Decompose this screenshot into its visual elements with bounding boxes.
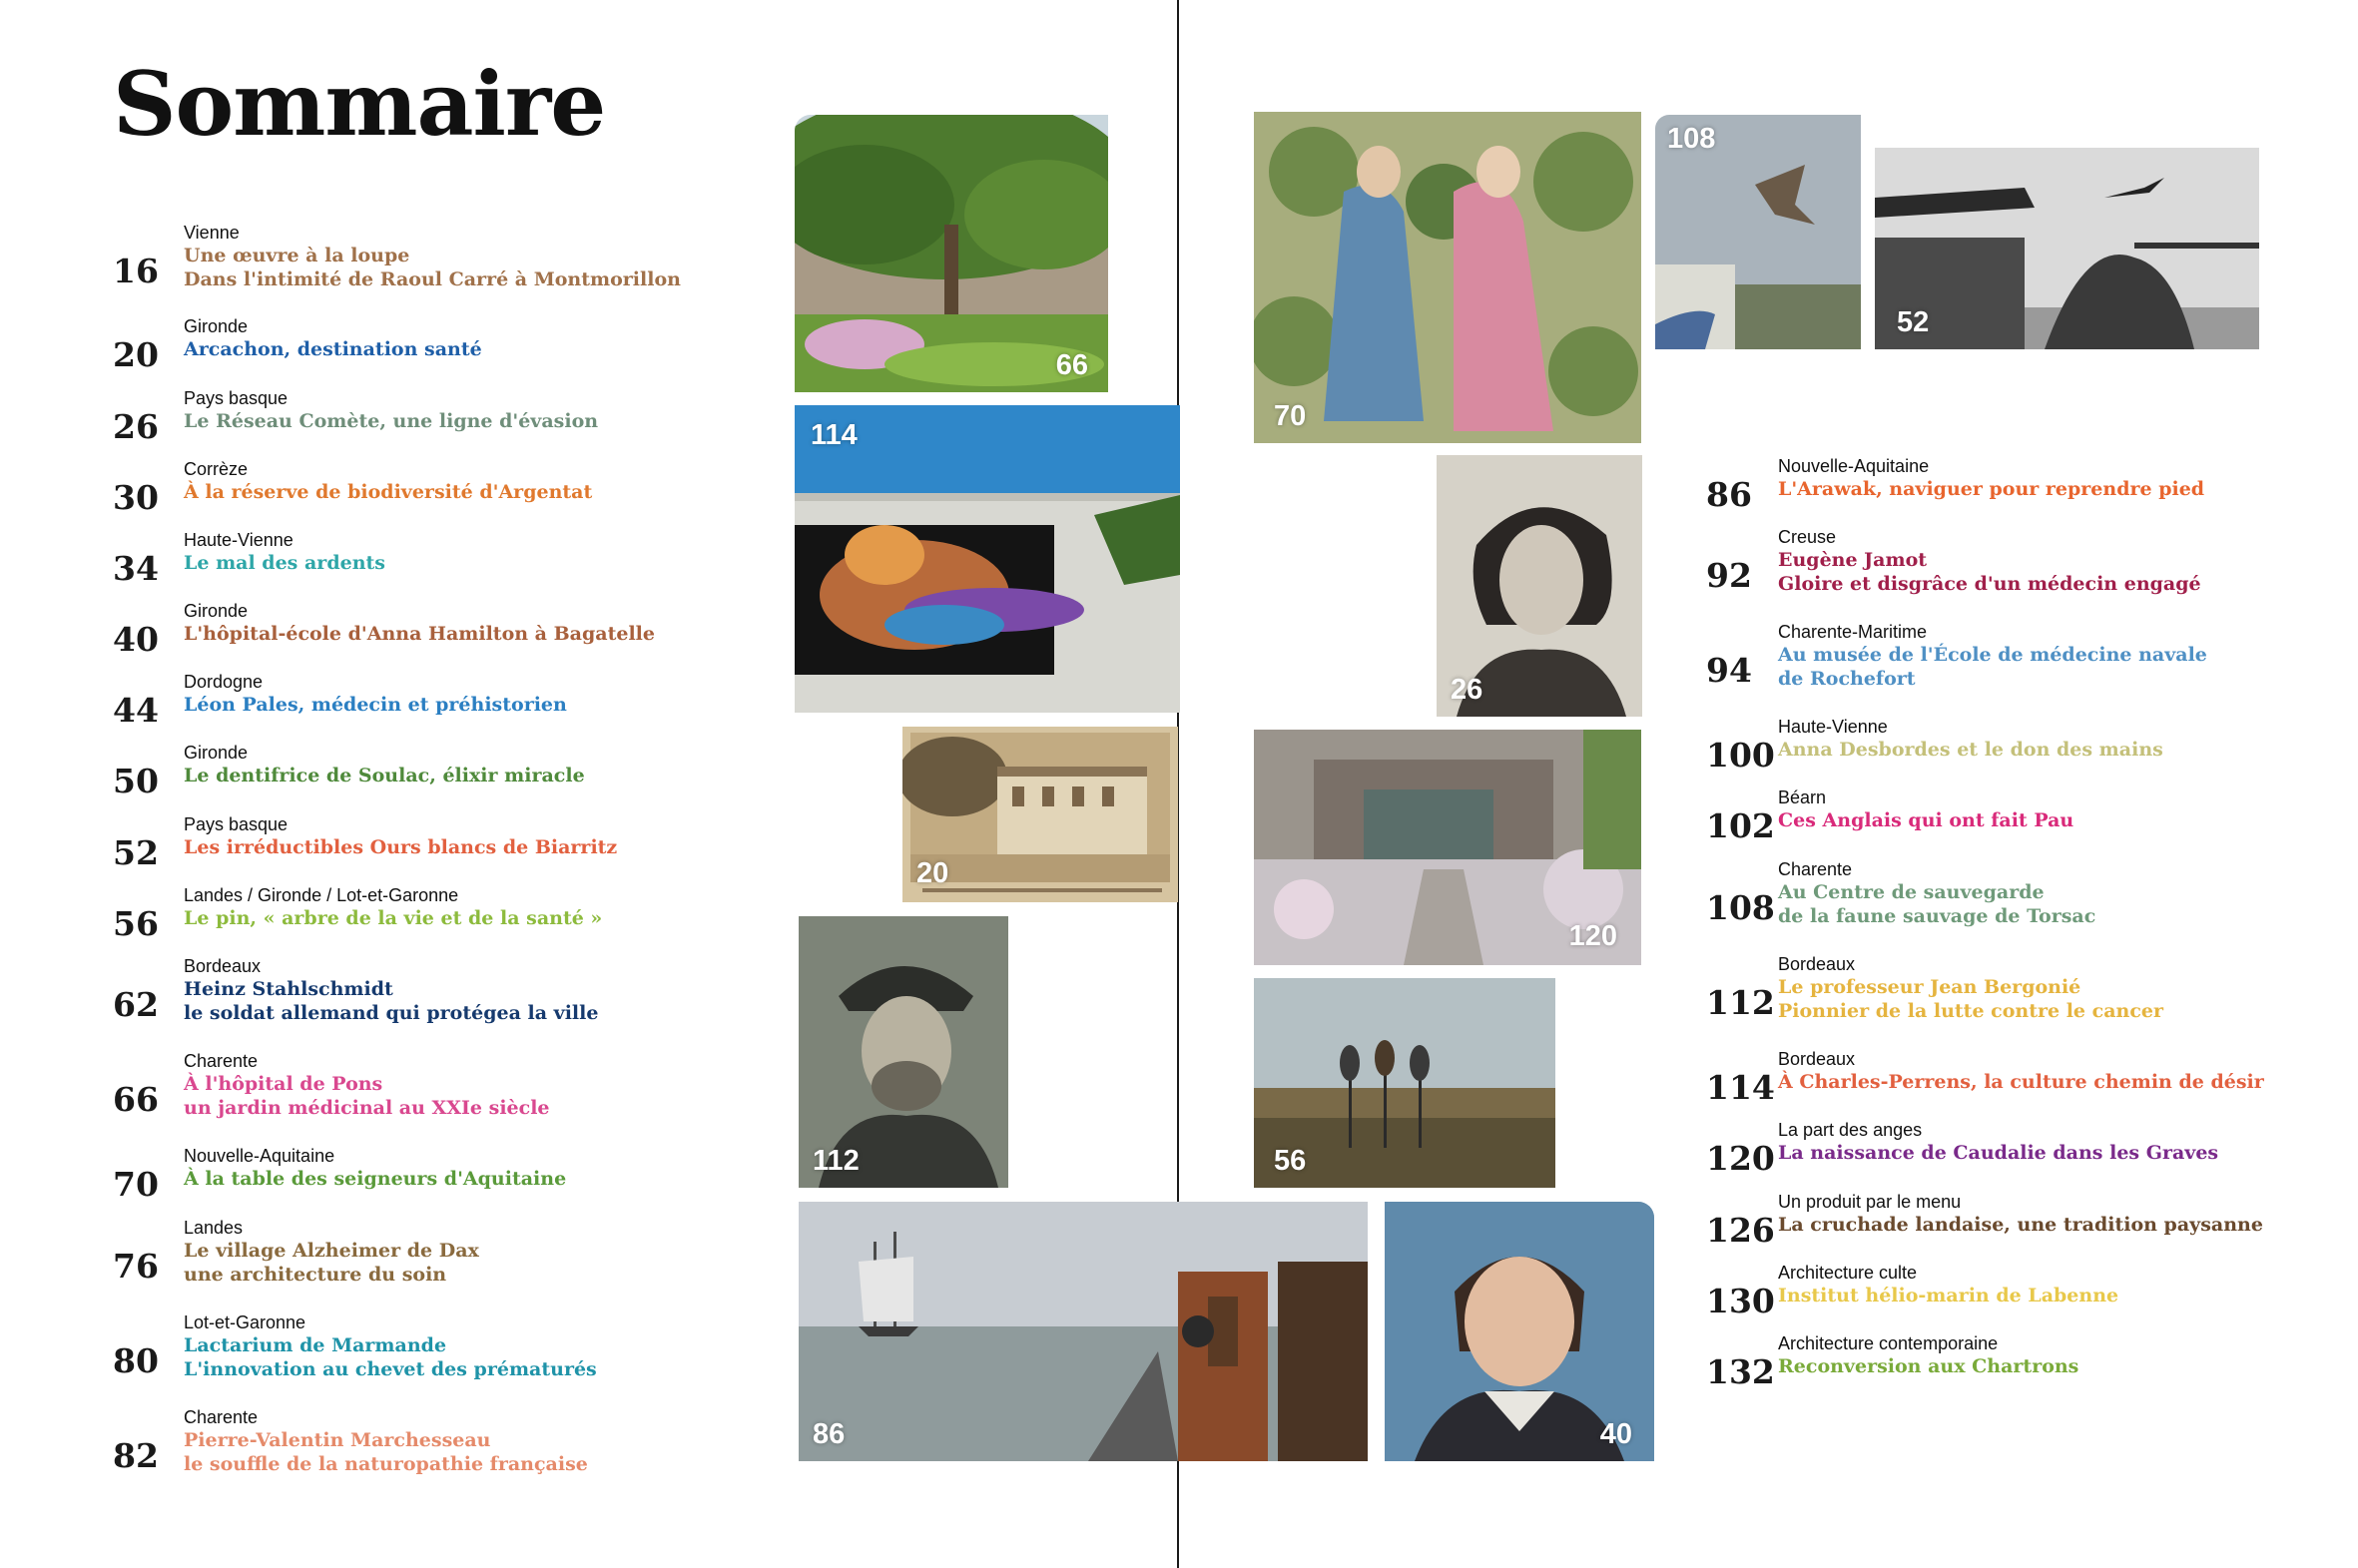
entry-category: Gironde [184, 601, 249, 621]
page-number: 112 [1706, 983, 1775, 1022]
photo-page-label: 56 [1274, 1145, 1307, 1177]
page-number: 82 [113, 1436, 159, 1475]
entry-category: Dordogne [184, 672, 264, 692]
photo-landes-painting[interactable] [1254, 978, 1555, 1188]
entry-headline: L'innovation au chevet des prématurés [184, 1358, 597, 1380]
photo-portrait-woman[interactable] [1437, 455, 1642, 717]
entry-headline: La naissance de Caudalie dans les Graves [1778, 1142, 2219, 1164]
page-number: 52 [113, 833, 159, 872]
entry-headline: Lactarium de Marmande [184, 1334, 447, 1356]
page-number: 50 [113, 762, 159, 800]
entry-headline: Le professeur Jean Bergonié [1778, 976, 2081, 998]
photo-page-label: 66 [1055, 349, 1088, 381]
entry-headline: À la table des seigneurs d'Aquitaine [184, 1168, 567, 1190]
page-number: 94 [1706, 651, 1752, 690]
page-number: 16 [113, 252, 159, 290]
photo-page-label: 120 [1568, 920, 1617, 952]
photo-postcard[interactable] [902, 727, 1178, 902]
entry-headline: À l'hôpital de Pons [184, 1073, 383, 1095]
entry-headline: Institut hélio-marin de Labenne [1778, 1285, 2119, 1307]
photo-page-label: 70 [1274, 400, 1307, 432]
entry-headline: Le village Alzheimer de Dax [184, 1240, 479, 1262]
entry-category: Corrèze [184, 459, 249, 479]
page-number: 66 [113, 1080, 159, 1119]
entry-headline: Le mal des ardents [184, 552, 385, 574]
entry-category: Landes [184, 1218, 244, 1238]
entry-category: Charente-Maritime [1778, 622, 1928, 642]
entry-category: Charente [1778, 859, 1853, 879]
entry-category: Béarn [1778, 787, 1827, 807]
photo-garden[interactable] [795, 115, 1108, 392]
entry-headline: Reconversion aux Chartrons [1778, 1355, 2079, 1377]
page-number: 100 [1706, 736, 1775, 775]
photo-cat-mural[interactable] [795, 405, 1180, 713]
entry-category: Gironde [184, 316, 249, 336]
page-number: 40 [113, 620, 159, 659]
photo-page-label: 114 [811, 419, 858, 451]
entry-headline: Ces Anglais qui ont fait Pau [1778, 809, 2074, 831]
page-number: 26 [113, 407, 159, 446]
entry-headline: Le pin, « arbre de la vie et de la santé » [184, 907, 603, 929]
entry-headline: L'hôpital-école d'Anna Hamilton à Bagatelle [184, 623, 655, 645]
page-title: Sommaire [113, 52, 606, 156]
page-number: 62 [113, 985, 159, 1024]
page-number: 76 [113, 1247, 159, 1286]
entry-headline: À Charles-Perrens, la culture chemin de désir [1778, 1071, 2264, 1093]
photo-portrait-man[interactable] [799, 916, 1008, 1188]
photo-page-label: 52 [1897, 306, 1930, 338]
entry-headline: une architecture du soin [184, 1264, 447, 1286]
photo-page-label: 40 [1599, 1418, 1632, 1450]
entry-headline: Anna Desbordes et le don des mains [1778, 739, 2163, 761]
entry-headline: de Rochefort [1778, 668, 1916, 690]
entry-headline: Une œuvre à la loupe [184, 245, 410, 266]
page-number: 80 [113, 1341, 159, 1380]
entry-headline: de la faune sauvage de Torsac [1778, 905, 2096, 927]
photo-portrait-girl[interactable] [1385, 1202, 1654, 1461]
entry-headline: le soldat allemand qui protégea la ville [184, 1002, 599, 1024]
entry-headline: Les irréductibles Ours blancs de Biarritz [184, 836, 618, 858]
entry-headline: La cruchade landaise, une tradition paysanne [1778, 1214, 2263, 1236]
page-number: 130 [1706, 1282, 1775, 1320]
photo-page-label: 112 [813, 1145, 860, 1177]
entry-category: Un produit par le menu [1778, 1192, 1962, 1212]
photo-medieval[interactable] [1254, 112, 1641, 443]
page-number: 120 [1706, 1139, 1775, 1178]
entry-headline: Léon Pales, médecin et préhistorien [184, 694, 567, 716]
page-number: 126 [1706, 1211, 1775, 1250]
entry-headline: Pierre-Valentin Marchesseau [184, 1429, 491, 1451]
entry-headline: Le Réseau Comète, une ligne d'évasion [184, 410, 599, 432]
entry-headline: Eugène Jamot [1778, 549, 1928, 571]
entry-category: Pays basque [184, 814, 289, 834]
entry-headline: le souffle de la naturopathie française [184, 1453, 588, 1475]
entry-category: Nouvelle-Aquitaine [184, 1146, 335, 1166]
entry-category: Landes / Gironde / Lot-et-Garonne [184, 885, 459, 905]
photo-ship[interactable] [799, 1202, 1368, 1461]
entry-category: Haute-Vienne [184, 530, 294, 550]
entry-headline: Dans l'intimité de Raoul Carré à Montmorillon [184, 268, 681, 290]
entry-category: Pays basque [184, 388, 289, 408]
photo-page-label: 26 [1451, 674, 1483, 706]
entry-category: Architecture contemporaine [1778, 1333, 1999, 1353]
entry-headline: Au Centre de sauvegarde [1778, 881, 2045, 903]
entry-category: Gironde [184, 743, 249, 763]
page-number: 44 [113, 691, 159, 730]
entry-headline: un jardin médicinal au XXIe siècle [184, 1097, 550, 1119]
entry-category: Bordeaux [1778, 954, 1856, 974]
photo-caudalie[interactable] [1254, 730, 1641, 965]
page-number: 132 [1706, 1352, 1775, 1391]
entry-headline: À la réserve de biodiversité d'Argentat [184, 481, 593, 503]
page-number: 70 [113, 1165, 159, 1204]
page-number: 114 [1706, 1068, 1775, 1107]
ship-image [799, 1202, 1368, 1461]
page-number: 102 [1706, 806, 1775, 845]
page-number: 108 [1706, 888, 1775, 927]
entry-headline: L'Arawak, naviguer pour reprendre pied [1778, 478, 2205, 500]
entry-category: Lot-et-Garonne [184, 1312, 306, 1332]
photo-diver[interactable] [1875, 148, 2259, 349]
entry-category: Bordeaux [1778, 1049, 1856, 1069]
entry-headline: Le dentifrice de Soulac, élixir miracle [184, 765, 585, 786]
page-number: 92 [1706, 556, 1752, 595]
photo-page-label: 108 [1667, 123, 1716, 155]
entry-headline: Au musée de l'École de médecine navale [1778, 644, 2207, 666]
entry-category: Architecture culte [1778, 1263, 1918, 1283]
page-number: 30 [113, 478, 159, 517]
entry-category: Haute-Vienne [1778, 717, 1888, 737]
entry-headline: Gloire et disgrâce d'un médecin engagé [1778, 573, 2201, 595]
photo-page-label: 86 [813, 1418, 846, 1450]
entry-category: Nouvelle-Aquitaine [1778, 456, 1930, 476]
medieval-image [1254, 112, 1641, 443]
entry-category: La part des anges [1778, 1120, 1923, 1140]
entry-headline: Arcachon, destination santé [184, 338, 482, 360]
photo-page-label: 20 [916, 857, 949, 889]
entry-category: Bordeaux [184, 956, 262, 976]
page-number: 34 [113, 549, 159, 588]
page-number: 20 [113, 335, 159, 374]
entry-category: Charente [184, 1051, 259, 1071]
entry-headline: Heinz Stahlschmidt [184, 978, 393, 1000]
entry-category: Charente [184, 1407, 259, 1427]
entry-category: Vienne [184, 223, 240, 243]
entry-category: Creuse [1778, 527, 1837, 547]
diver-image [1875, 148, 2259, 349]
entry-headline: Pionnier de la lutte contre le cancer [1778, 1000, 2163, 1022]
photo-falcon[interactable] [1655, 115, 1861, 349]
page-number: 56 [113, 904, 159, 943]
page-number: 86 [1706, 475, 1752, 514]
